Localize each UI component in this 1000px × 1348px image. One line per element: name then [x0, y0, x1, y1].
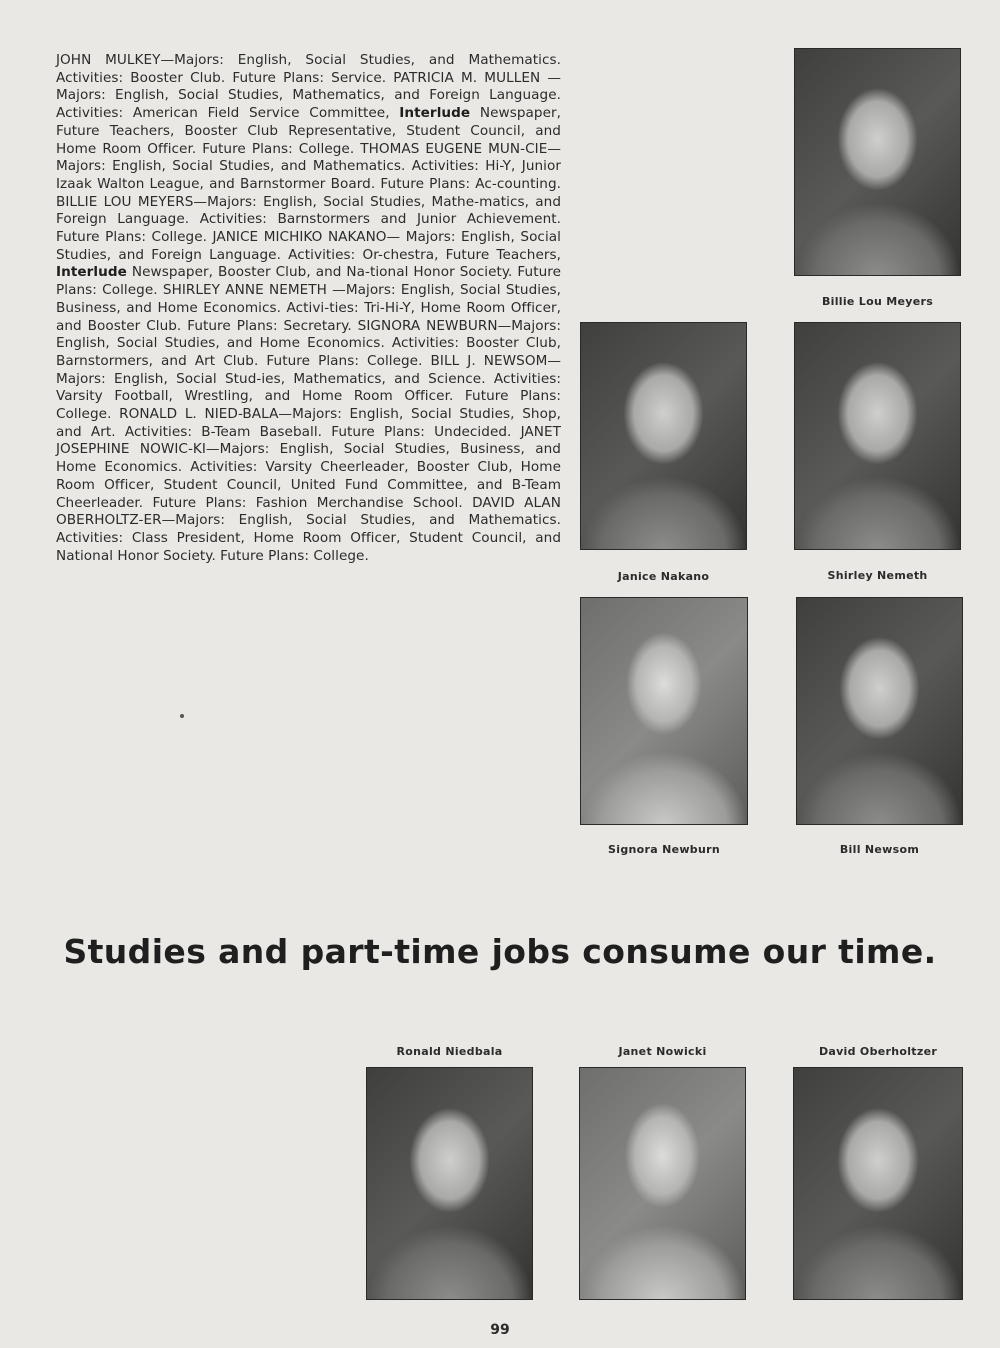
portrait-shirley-nemeth	[794, 322, 961, 550]
newspaper-name-bold: Interlude	[56, 264, 127, 281]
caption-signora-newburn: Signora Newburn	[608, 843, 720, 856]
caption-billie-lou-meyers: Billie Lou Meyers	[821, 295, 934, 308]
bio-text-run: JOHN MULKEY—Majors: English, Social Studies, and Mathematics. Activities: Booster Club. Future Plans: Service. PATRICIA M. MULLEN —Majors: English, Social Studies, Mathematics, and Foreign Language. Activities: American Field Service Committee,	[56, 52, 561, 122]
student-bios-paragraph	[56, 52, 561, 565]
caption-janet-nowicki: Janet Nowicki	[618, 1045, 707, 1058]
stray-mark	[180, 714, 184, 718]
portrait-billie-lou-meyers	[794, 48, 961, 276]
caption-bill-newsom: Bill Newsom	[839, 843, 920, 856]
caption-janice-nakano: Janice Nakano	[617, 570, 710, 583]
bio-text-run: Newspaper, Future Teachers, Booster Club Representative, Student Council, and Home Room Officer. Future Plans: College. THOMAS EUGENE MUN-CIE—Majors: English, Social Studies, and Mathematics. Activities: Hi-Y, Junior Izaak Walton League, and Barnstormer Board. Future Plans: Ac-counting. BILLIE LOU MEYERS—Majors: English, Social Studies, Mathe-matics, and Foreign Language. Activities: Barnstormers and Junior Achievement. Future Plans: College. JANICE MICHIKO NAKANO— Majors: English, Social Studies, and Foreign Language. Activities: Or-chestra, Future Teachers,	[56, 105, 561, 263]
portrait-janet-nowicki	[579, 1067, 746, 1300]
portrait-david-oberholtzer	[793, 1067, 963, 1300]
caption-david-oberholtzer: David Oberholtzer	[818, 1045, 938, 1058]
portrait-ronald-niedbala	[366, 1067, 533, 1300]
portrait-signora-newburn	[580, 597, 748, 825]
portrait-bill-newsom	[796, 597, 963, 825]
caption-shirley-nemeth: Shirley Nemeth	[827, 569, 928, 582]
caption-ronald-niedbala: Ronald Niedbala	[396, 1045, 503, 1058]
portrait-janice-nakano	[580, 322, 747, 550]
bio-text-run: Newspaper, Booster Club, and Na-tional Honor Society. Future Plans: College. SHIRLEY ANNE NEMETH —Majors: English, Social Studies, Business, and Home Economics. Activi-ties: Tri-Hi-Y, Home Room Officer, and Booster Club. Future Plans: Secretary. SIGNORA NEWBURN—Majors: English, Social Studies, and Home Economics. Activities: Booster Club, Barnstormers, and Art Club. Future Plans: College. BILL J. NEWSOM—Majors: English, Social Stud-ies, Mathematics, and Science. Activities: Varsity Football, Wrestling, and Home Room Officer. Future Plans: College. RONALD L. NIED-BALA—Majors: English, Social Studies, Shop, and Art. Activities: B-Team Baseball. Future Plans: Undecided. JANET JOSEPHINE NOWIC-KI—Majors: English, Social Studies, Business, and Home Economics. Activities: Varsity Cheerleader, Booster Club, Home Room Officer, Student Council, United Fund Committee, and B-Team Cheerleader. Future Plans: Fashion Merchandise School. DAVID ALAN OBERHOLTZ-ER—Majors: English, Social Studies, and Mathematics. Activities: Class President, Home Room Officer, Student Council, and National Honor Society. Future Plans: College.	[56, 264, 561, 564]
newspaper-name-bold: Interlude	[399, 105, 471, 122]
page-headline: Studies and part-time jobs consume our time.	[63, 932, 937, 971]
page-number: 99	[490, 1322, 510, 1338]
